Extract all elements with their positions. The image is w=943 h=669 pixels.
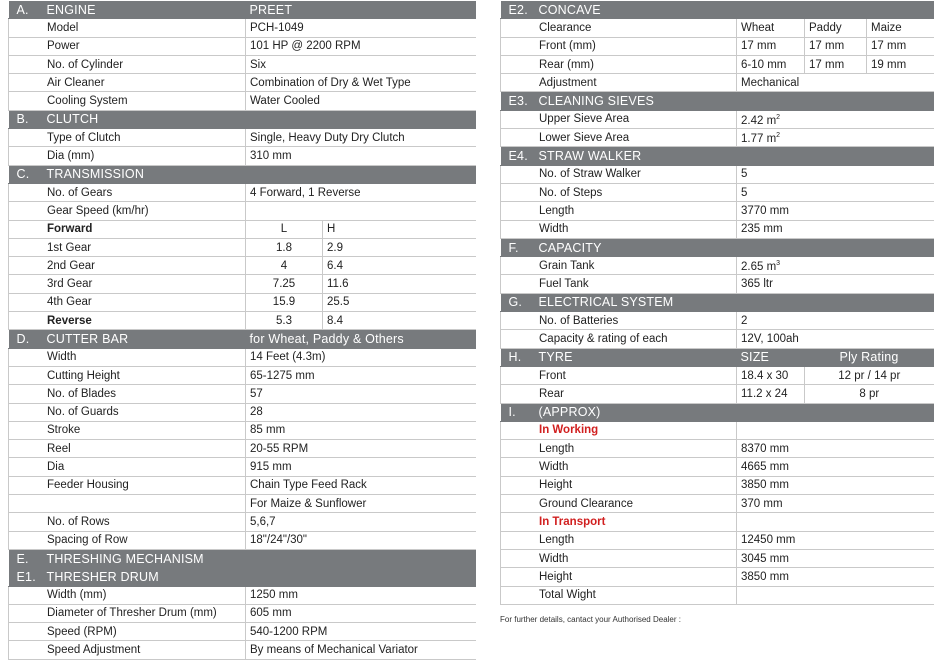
section-code: E1. [16,569,36,584]
section-extra: PREET [246,1,476,19]
spec-value: Chain Type Feed Rack [246,476,476,494]
section-header [501,147,934,165]
unit-exponent: 2 [776,114,781,122]
spec-row [501,586,934,604]
spec-value: 4 Forward, 1 Reverse [246,183,476,201]
ply-rating: 8 pr [805,385,934,403]
spec-label: Spacing of Row [9,531,246,549]
spec-label: Width [9,348,246,366]
spec-label: Front (mm) [501,37,737,55]
unit-exponent: 3 [776,260,781,268]
spec-label: No. of Steps [501,183,737,201]
spec-value: 1250 mm [246,586,476,604]
spec-row [501,531,934,549]
section-title-cell [9,110,476,128]
tyre-size: 11.2 x 24 [737,385,805,403]
spec-label: Clearance [501,19,737,37]
section-title-cell [501,1,934,19]
section-title: CONCAVE [538,2,601,17]
spec-value: For Maize & Sunflower [246,495,476,513]
section-title: (APPROX) [538,405,601,420]
spec-value: 12V, 100ah [737,330,934,348]
spec-row [501,495,934,513]
section-code: A. [16,2,29,17]
spec-row [501,275,934,293]
section-header [9,568,476,586]
subsection-label: In Transport [501,513,737,531]
spec-row [9,37,476,55]
section-title-cell [9,549,476,567]
spec-label: Cutting Height [9,366,246,384]
spec-value: 3850 mm [737,476,934,494]
section-title-cell [501,238,934,256]
spec-value: 85 mm [246,421,476,439]
spec-value: 57 [246,385,476,403]
section-header [501,293,934,311]
spec-row [9,531,476,549]
gear-high: 11.6 [323,275,476,293]
section-title: TRANSMISSION [46,167,145,182]
section-header [9,330,476,348]
spec-value: 5,6,7 [246,513,476,531]
spec-label: Dia [9,458,246,476]
spec-value: By means of Mechanical Variator [246,641,476,659]
spec-label: Width [501,458,737,476]
section-header [501,348,934,366]
spec-row [501,312,934,330]
section-header [501,1,934,19]
spec-label: No. of Batteries [501,312,737,330]
spec-label: Feeder Housing [9,476,246,494]
gear-high: H [323,220,476,238]
unit-exponent: 2 [776,132,781,140]
spec-value: Water Cooled [246,92,476,110]
spec-label: Model [9,19,246,37]
spec-row [9,623,476,641]
section-title-cell [9,330,246,348]
gear-high: 2.9 [323,238,476,256]
section-code: E4. [508,149,528,164]
spec-label: No. of Guards [9,403,246,421]
gear-high: 25.5 [323,293,476,311]
spec-row [501,549,934,567]
spec-row [501,220,934,238]
gear-low: 1.8 [246,238,323,256]
spec-label: Speed (RPM) [9,623,246,641]
crop-paddy: Paddy [805,19,867,37]
spec-label: Capacity & rating of each [501,330,737,348]
gear-header-row [9,220,476,238]
gear-low: 15.9 [246,293,323,311]
concave-row [501,55,934,73]
spec-label: Stroke [9,421,246,439]
spec-value: Mechanical [737,74,934,92]
spec-value: 14 Feet (4.3m) [246,348,476,366]
dealer-note: For further details, cantact your Authorised Dealer : [500,615,681,624]
concave-row [501,37,934,55]
ply-rating: 12 pr / 14 pr [805,366,934,384]
spec-value: 2 [737,312,934,330]
spec-row [9,440,476,458]
spec-table-left [8,1,475,660]
gear-low: 5.3 [246,312,323,330]
spec-value: 235 mm [737,220,934,238]
spec-row [501,330,934,348]
spec-row [501,257,934,275]
spec-row [501,110,934,128]
section-code: G. [508,295,523,310]
section-title: THRESHING MECHANISM [46,551,204,566]
section-title-cell [501,147,934,165]
spec-value: Six [246,55,476,73]
spec-label [9,495,246,513]
spec-label: Width (mm) [9,586,246,604]
spec-row [501,183,934,201]
spec-label: Ground Clearance [501,495,737,513]
spec-label: Power [9,37,246,55]
spec-row [9,458,476,476]
spec-row [501,568,934,586]
tyre-size: 18.4 x 30 [737,366,805,384]
section-extra: Ply Rating [805,348,934,366]
spec-value: 6-10 mm [737,55,805,73]
spec-value: 3850 mm [737,568,934,586]
section-title-cell [9,1,246,19]
spec-label: Lower Sieve Area [501,129,737,147]
spec-label: Gear Speed (km/hr) [9,202,246,220]
spec-row [9,476,476,494]
crop-wheat: Wheat [737,19,805,37]
section-title-cell [9,165,476,183]
spec-row [9,495,476,513]
subsection-row [501,421,934,439]
spec-label: Length [501,202,737,220]
spec-value [737,257,934,275]
value-text: 2.65 m [741,261,777,274]
spec-value: 18"/24"/30" [246,531,476,549]
section-title: ENGINE [46,2,96,17]
spec-label: Width [501,220,737,238]
spec-value: 19 mm [867,55,934,73]
section-title-cell [501,403,934,421]
spec-label: Upper Sieve Area [501,110,737,128]
spec-value: 28 [246,403,476,421]
section-extra: SIZE [737,348,805,366]
spec-value: 915 mm [246,458,476,476]
section-title: STRAW WALKER [538,149,642,164]
spec-row [9,202,476,220]
section-title: TYRE [538,350,573,365]
gear-row [9,275,476,293]
spec-row [501,74,934,92]
gear-row [9,312,476,330]
spec-value: 4665 mm [737,458,934,476]
spec-value [737,110,934,128]
spec-row [501,476,934,494]
spec-row [9,183,476,201]
value-text: 2.42 m [741,114,777,127]
spec-label: Width [501,549,737,567]
spec-row [9,513,476,531]
spec-value: 365 ltr [737,275,934,293]
spec-value: 17 mm [737,37,805,55]
spec-row [9,92,476,110]
spec-label: Adjustment [501,74,737,92]
spec-row [501,129,934,147]
section-code: F. [508,240,519,255]
spec-value: 5 [737,183,934,201]
spec-value: 65-1275 mm [246,366,476,384]
spec-value: 101 HP @ 2200 RPM [246,37,476,55]
spec-value [246,202,476,220]
concave-header-row [501,19,934,37]
gear-high: 8.4 [323,312,476,330]
spec-label: Total Wight [501,586,737,604]
spec-table-right [500,1,933,605]
spec-label: Fuel Tank [501,275,737,293]
section-code: B. [16,112,29,127]
spec-row [9,604,476,622]
spec-label: Forward [9,220,246,238]
spec-value: 17 mm [867,37,934,55]
gear-low: 7.25 [246,275,323,293]
section-header [9,1,476,19]
subsection-row [501,513,934,531]
spec-value: 540-1200 RPM [246,623,476,641]
spec-row [9,74,476,92]
section-code: E2. [508,2,528,17]
spec-row [9,403,476,421]
spec-label: Type of Clutch [9,129,246,147]
gear-row [9,293,476,311]
spec-label: Rear (mm) [501,55,737,73]
spec-label: Length [501,440,737,458]
subsection-label: In Working [501,421,737,439]
spec-value: 310 mm [246,147,476,165]
tyre-row [501,366,934,384]
section-code: D. [16,331,30,346]
spec-label: Height [501,568,737,586]
spec-value: 17 mm [805,37,867,55]
spec-label: Length [501,531,737,549]
spec-label: Dia (mm) [9,147,246,165]
spec-value: 5 [737,165,934,183]
section-header [9,549,476,567]
section-header [501,403,934,421]
section-title-cell [501,92,934,110]
spec-value [737,129,934,147]
spec-value: 3770 mm [737,202,934,220]
spec-row [501,440,934,458]
spec-row [501,202,934,220]
spec-label: Reverse [9,312,246,330]
spec-label: Cooling System [9,92,246,110]
spec-value: Combination of Dry & Wet Type [246,74,476,92]
spec-label: Reel [9,440,246,458]
crop-maize: Maize [867,19,934,37]
spec-row [9,586,476,604]
spec-value: 370 mm [737,495,934,513]
spec-value: 20-55 RPM [246,440,476,458]
spec-label: 4th Gear [9,293,246,311]
spec-label: Air Cleaner [9,74,246,92]
section-title: CAPACITY [538,240,602,255]
gear-low: L [246,220,323,238]
gear-row [9,238,476,256]
spec-label: Height [501,476,737,494]
spec-row [9,641,476,659]
section-code: E. [16,551,29,566]
spec-label: Grain Tank [501,257,737,275]
spec-value: 12450 mm [737,531,934,549]
spec-value [737,513,934,531]
section-title-cell [9,568,476,586]
section-header [501,92,934,110]
spec-label: Rear [501,385,737,403]
section-extra: for Wheat, Paddy & Others [246,330,476,348]
spec-label: No. of Blades [9,385,246,403]
spec-row [9,147,476,165]
spec-value: PCH-1049 [246,19,476,37]
value-text: 1.77 m [741,133,777,146]
section-header [9,165,476,183]
spec-label: Diameter of Thresher Drum (mm) [9,604,246,622]
section-code: E3. [508,94,528,109]
spec-value: 3045 mm [737,549,934,567]
section-title: CUTTER BAR [46,331,129,346]
section-header [501,238,934,256]
spec-value [737,421,934,439]
gear-row [9,257,476,275]
spec-row [9,348,476,366]
spec-label: No. of Straw Walker [501,165,737,183]
spec-value: 8370 mm [737,440,934,458]
spec-label: No. of Cylinder [9,55,246,73]
section-title-cell [501,293,934,311]
spec-label: 3rd Gear [9,275,246,293]
spec-value: Single, Heavy Duty Dry Clutch [246,129,476,147]
section-code: H. [508,350,522,365]
section-title: CLEANING SIEVES [538,94,655,109]
spec-row [9,129,476,147]
spec-label: No. of Gears [9,183,246,201]
spec-row [9,385,476,403]
section-code: I. [508,405,516,420]
section-title: CLUTCH [46,112,99,127]
spec-label: No. of Rows [9,513,246,531]
spec-row [9,366,476,384]
gear-low: 4 [246,257,323,275]
spec-value: 17 mm [805,55,867,73]
spec-row [9,19,476,37]
section-title: THRESHER DRUM [46,569,159,584]
section-header [9,110,476,128]
spec-label: Front [501,366,737,384]
spec-value [737,586,934,604]
spec-row [501,165,934,183]
spec-row [9,421,476,439]
spec-label: 2nd Gear [9,257,246,275]
section-title-cell [501,348,737,366]
section-title: ELECTRICAL SYSTEM [538,295,674,310]
spec-label: 1st Gear [9,238,246,256]
spec-row [501,458,934,476]
spec-value: 605 mm [246,604,476,622]
gear-high: 6.4 [323,257,476,275]
section-code: C. [16,167,30,182]
spec-label: Speed Adjustment [9,641,246,659]
spec-row [9,55,476,73]
tyre-row [501,385,934,403]
